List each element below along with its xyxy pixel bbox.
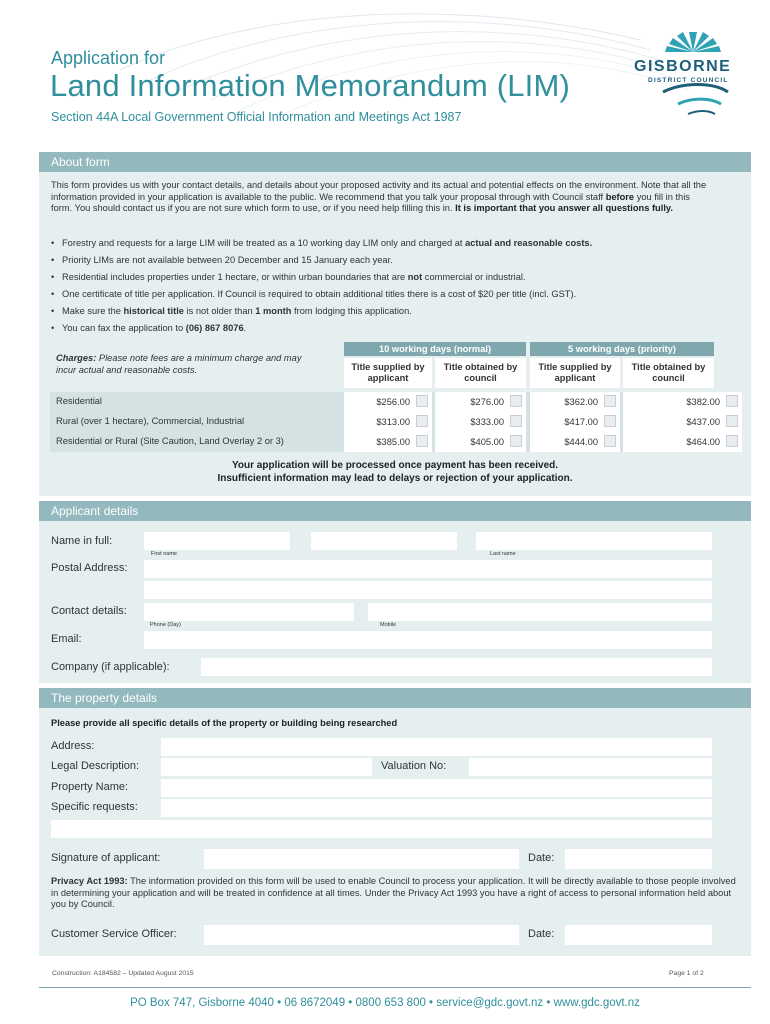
group-header-priority: 5 working days (priority) bbox=[530, 342, 714, 356]
contact-label: Contact details: bbox=[51, 605, 127, 617]
fee-checkbox[interactable] bbox=[416, 395, 428, 407]
fee-cell: $405.00 bbox=[435, 432, 526, 452]
page-title: Land Information Memorandum (LIM) bbox=[50, 68, 571, 103]
about-text-2: you fill in this form. You should contact us if you are not sure which form to use, or if you need help filling this in. bbox=[51, 191, 690, 214]
postal-label: Postal Address: bbox=[51, 562, 128, 574]
phone-day-field[interactable] bbox=[144, 603, 354, 621]
fee-checkbox[interactable] bbox=[604, 395, 616, 407]
phone-day-caption: Phone (Day) bbox=[150, 622, 181, 628]
cso-field[interactable] bbox=[204, 925, 519, 945]
fee-cell: $417.00 bbox=[530, 412, 620, 432]
about-bullet-list bbox=[51, 238, 731, 340]
fee-cell: $382.00 bbox=[623, 392, 742, 412]
legal-description-label: Legal Description: bbox=[51, 760, 140, 772]
company-field[interactable] bbox=[201, 658, 712, 676]
fee-cell: $444.00 bbox=[530, 432, 620, 452]
property-name-field[interactable] bbox=[161, 779, 712, 797]
fee-checkbox[interactable] bbox=[604, 435, 616, 447]
signature-field[interactable] bbox=[204, 849, 519, 869]
address-label: Address: bbox=[51, 740, 95, 752]
valuation-label: Valuation No: bbox=[381, 760, 447, 772]
list-item: • You can fax the application to (06) 867 8076. bbox=[51, 323, 731, 340]
cso-date-field[interactable] bbox=[565, 925, 712, 945]
fee-cell: $313.00 bbox=[344, 412, 432, 432]
fee-cell: $464.00 bbox=[623, 432, 742, 452]
row-label: Rural (over 1 hectare), Commercial, Industrial bbox=[56, 416, 245, 426]
payment-notice: Your application will be processed once payment has been received. bbox=[231, 460, 559, 471]
signature-date-field[interactable] bbox=[565, 849, 712, 869]
fee-cell: $385.00 bbox=[344, 432, 432, 452]
about-text-important: It is important that you answer all questions fully. bbox=[455, 203, 673, 214]
specific-requests-field-1[interactable] bbox=[161, 799, 712, 817]
property-details-section bbox=[39, 688, 751, 956]
list-item: • Forestry and requests for a large LIM will be treated as a 10 working day LIM only and charged at actual and reasonable costs. bbox=[51, 238, 731, 255]
fee-cell: $333.00 bbox=[435, 412, 526, 432]
fee-checkbox[interactable] bbox=[416, 415, 428, 427]
fee-checkbox[interactable] bbox=[510, 395, 522, 407]
email-field[interactable] bbox=[144, 631, 712, 649]
col-title-obtained-normal: Title obtained by council bbox=[435, 358, 526, 388]
list-item: • One certificate of title per application. If Council is required to obtain additional titles there is a cost of $20 per title (incl. GST). bbox=[51, 289, 731, 306]
col-title-obtained-priority: Title obtained by council bbox=[623, 358, 714, 388]
fee-checkbox[interactable] bbox=[604, 415, 616, 427]
specific-requests-label: Specific requests: bbox=[51, 801, 138, 813]
logo-subtitle: DISTRICT COUNCIL bbox=[648, 77, 729, 84]
table-row bbox=[50, 412, 742, 432]
group-header-normal: 10 working days (normal) bbox=[344, 342, 526, 356]
section-heading: About form bbox=[39, 152, 751, 172]
list-item: • Priority LIMs are not available between 20 December and 15 January each year. bbox=[51, 255, 731, 272]
fee-checkbox[interactable] bbox=[510, 435, 522, 447]
page-number: Page 1 of 2 bbox=[669, 970, 704, 977]
name-label: Name in full: bbox=[51, 535, 113, 547]
mobile-caption: Mobile bbox=[380, 622, 397, 628]
cso-date-label: Date: bbox=[528, 928, 555, 940]
fee-cell: $362.00 bbox=[530, 392, 620, 412]
col-title-supplied-normal: Title supplied by applicant bbox=[344, 358, 432, 388]
postal-address-field-2[interactable] bbox=[144, 581, 712, 599]
middle-name-field[interactable] bbox=[311, 532, 457, 550]
table-row bbox=[50, 432, 742, 452]
fee-cell: $276.00 bbox=[435, 392, 526, 412]
fee-checkbox[interactable] bbox=[416, 435, 428, 447]
about-paragraph bbox=[51, 180, 711, 215]
footer-contact: PO Box 747, Gisborne 4040 • 06 8672049 • 0800 653 800 • service@gdc.govt.nz • www.gdc.govt.nz bbox=[130, 997, 640, 1009]
charges-note: Charges: Please note fees are a minimum charge and may incur actual and reasonable costs. bbox=[56, 353, 302, 375]
fee-checkbox[interactable] bbox=[510, 415, 522, 427]
table-row bbox=[50, 392, 742, 412]
valuation-field[interactable] bbox=[469, 758, 712, 776]
mobile-field[interactable] bbox=[368, 603, 712, 621]
row-label: Residential or Rural (Site Caution, Land Overlay 2 or 3) bbox=[56, 436, 284, 446]
about-text-1: This form provides us with your contact details, and details about your proposed activity and its actual and potential effects on the environment. Note that all the information provided in your application is available to the public. We recommend that you talk your proposal through with Council staff bbox=[51, 180, 707, 202]
about-text-bold: before bbox=[605, 191, 635, 202]
property-address-field[interactable] bbox=[161, 738, 712, 756]
list-item: • Make sure the historical title is not older than 1 month from lodging this application. bbox=[51, 306, 731, 323]
specific-requests-field-2[interactable] bbox=[51, 820, 712, 838]
fee-cell: $437.00 bbox=[623, 412, 742, 432]
property-name-label: Property Name: bbox=[51, 781, 129, 793]
construction-note: Construction: A184582 – Updated August 2015 bbox=[52, 970, 194, 977]
postal-address-field-1[interactable] bbox=[144, 560, 712, 578]
logo-name: GISBORNE bbox=[634, 58, 732, 75]
legal-description-field[interactable] bbox=[161, 758, 372, 776]
section-heading: Applicant details bbox=[39, 501, 751, 521]
first-name-field[interactable] bbox=[144, 532, 290, 550]
email-label: Email: bbox=[51, 633, 82, 645]
cso-label: Customer Service Officer: bbox=[51, 928, 177, 940]
fee-checkbox[interactable] bbox=[726, 435, 738, 447]
col-title-supplied-priority: Title supplied by applicant bbox=[530, 358, 620, 388]
footer-divider bbox=[39, 987, 751, 988]
company-label: Company (if applicable): bbox=[51, 661, 170, 673]
fee-checkbox[interactable] bbox=[726, 415, 738, 427]
row-label: Residential bbox=[56, 396, 102, 406]
privacy-statement: Privacy Act 1993: The information provided on this form will be used to enable Council to process your application. It will be directly available to those people involved in determining your application and will be treated in confidence at all times. Under the Privacy Act 1993 you have a right of access to personal information held about you by Council. bbox=[51, 876, 736, 909]
property-instruction: Please provide all specific details of the property or building being researched bbox=[51, 718, 398, 728]
applicant-details-section bbox=[39, 501, 751, 683]
page-subtitle: Section 44A Local Government Official Information and Meetings Act 1987 bbox=[51, 110, 462, 124]
signature-label: Signature of applicant: bbox=[51, 852, 161, 864]
first-name-caption: First name bbox=[151, 551, 177, 557]
insufficient-info-notice: Insufficient information may lead to delays or rejection of your application. bbox=[217, 473, 573, 484]
last-name-field[interactable] bbox=[476, 532, 712, 550]
fee-checkbox[interactable] bbox=[726, 395, 738, 407]
fee-cell: $256.00 bbox=[344, 392, 432, 412]
pre-title: Application for bbox=[51, 48, 166, 68]
last-name-caption: Last name bbox=[490, 551, 516, 557]
about-form-section bbox=[39, 152, 751, 496]
list-item: • Residential includes properties under 1 hectare, or within urban boundaries that are not commercial or industrial. bbox=[51, 272, 731, 289]
section-heading: The property details bbox=[39, 688, 751, 708]
date-label: Date: bbox=[528, 852, 555, 864]
